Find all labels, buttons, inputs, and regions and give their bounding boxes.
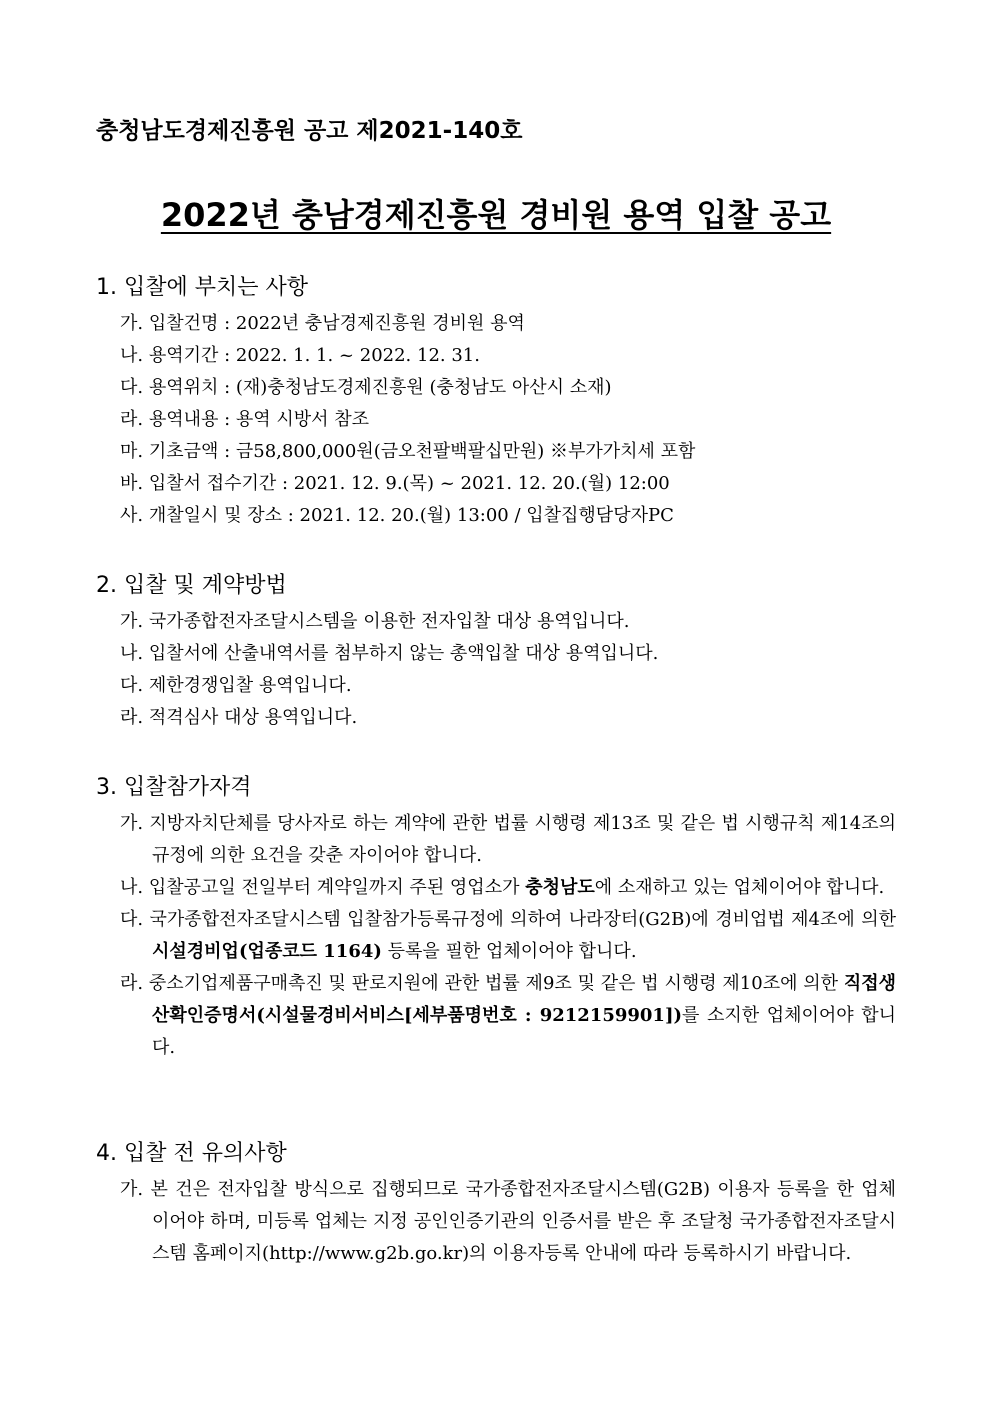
notice-number: 충청남도경제진흥원 공고 제2021-140호 xyxy=(96,118,523,144)
list-item: 가. 입찰건명 : 2022년 충남경제진흥원 경비원 용역 xyxy=(120,313,525,334)
list-item xyxy=(96,1174,896,1270)
list-item xyxy=(96,968,896,1064)
section-heading: 1. 입찰에 부치는 사항 xyxy=(96,275,308,300)
item-text: 가. 지방자치단체를 당사자로 하는 계약에 관한 법률 시행령 제13조 및 같은 법 시행규칙 제14조의 규정에 의한 요건을 갖춘 자이어야 합니다. xyxy=(120,813,896,866)
item-text: 라. 중소기업제품구매촉진 및 판로지원에 관한 법률 제9조 및 같은 법 시행령 제10조에 의한 xyxy=(120,973,844,994)
list-item: 나. 입찰서에 산출내역서를 첨부하지 않는 총액입찰 대상 용역입니다. xyxy=(120,643,659,664)
list-item: 나. 용역기간 : 2022. 1. 1. ~ 2022. 12. 31. xyxy=(120,345,480,366)
item-text: 나. 입찰공고일 전일부터 계약일까지 주된 영업소가 xyxy=(120,877,526,898)
section-contract-method xyxy=(96,566,916,734)
document-title xyxy=(0,190,992,236)
list-item: 다. 용역위치 : (재)충청남도경제진흥원 (충청남도 아산시 소재) xyxy=(120,377,612,398)
document-title-text: 2022년 충남경제진흥원 경비원 용역 입찰 공고 xyxy=(160,196,832,234)
list-item: 사. 개찰일시 및 장소 : 2021. 12. 20.(월) 13:00 / 입찰집행담당자PC xyxy=(120,505,674,526)
item-emphasis: 시설경비업(업종코드 1164) xyxy=(152,941,382,962)
item-text-tail: 에 소재하고 있는 업체이어야 합니다. xyxy=(594,877,885,898)
list-item: 바. 입찰서 접수기간 : 2021. 12. 9.(목) ~ 2021. 12. 20.(월) 12:00 xyxy=(120,473,670,494)
section-bid-items xyxy=(96,268,916,532)
section-heading: 3. 입찰참가자격 xyxy=(96,775,252,800)
section-heading: 2. 입찰 및 계약방법 xyxy=(96,573,287,598)
section-eligibility xyxy=(96,768,916,1064)
list-item: 마. 기초금액 : 금58,800,000원(금오천팔백팔십만원) ※부가가치세 포함 xyxy=(120,441,696,462)
list-item xyxy=(96,904,896,968)
item-text: 가. 본 건은 전자입찰 방식으로 집행되므로 국가종합전자조달시스템(G2B) 이용자 등록을 한 업체이어야 하며, 미등록 업체는 지정 공인인증기관의 인증서를 받은 후 조달청 국가종합전자조달시스템 홈페이지(http://www.g2b.go.kr)의 이용자등록 안내에 따라 등록하시기 바랍니다. xyxy=(120,1179,896,1264)
item-text: 다. 국가종합전자조달시스템 입찰참가등록규정에 의하여 나라장터(G2B)에 경비업법 제4조에 의한 xyxy=(120,909,896,930)
item-text-tail: 를 소지한 업체이어야 합니다. xyxy=(152,1005,897,1058)
list-item: 다. 제한경쟁입찰 용역입니다. xyxy=(120,675,352,696)
list-item xyxy=(96,872,896,904)
item-emphasis: 직접생산확인증명서(시설물경비서비스[세부품명번호 : 9212159901]) xyxy=(152,973,896,1026)
item-emphasis: 충청남도 xyxy=(525,877,595,898)
list-item: 가. 국가종합전자조달시스템을 이용한 전자입찰 대상 용역입니다. xyxy=(120,611,630,632)
section-heading: 4. 입찰 전 유의사항 xyxy=(96,1141,287,1166)
list-item: 라. 적격심사 대상 용역입니다. xyxy=(120,707,358,728)
list-item xyxy=(96,808,896,872)
item-text-tail: 등록을 필한 업체이어야 합니다. xyxy=(381,941,637,962)
list-item: 라. 용역내용 : 용역 시방서 참조 xyxy=(120,409,370,430)
section-precautions xyxy=(96,1134,916,1270)
